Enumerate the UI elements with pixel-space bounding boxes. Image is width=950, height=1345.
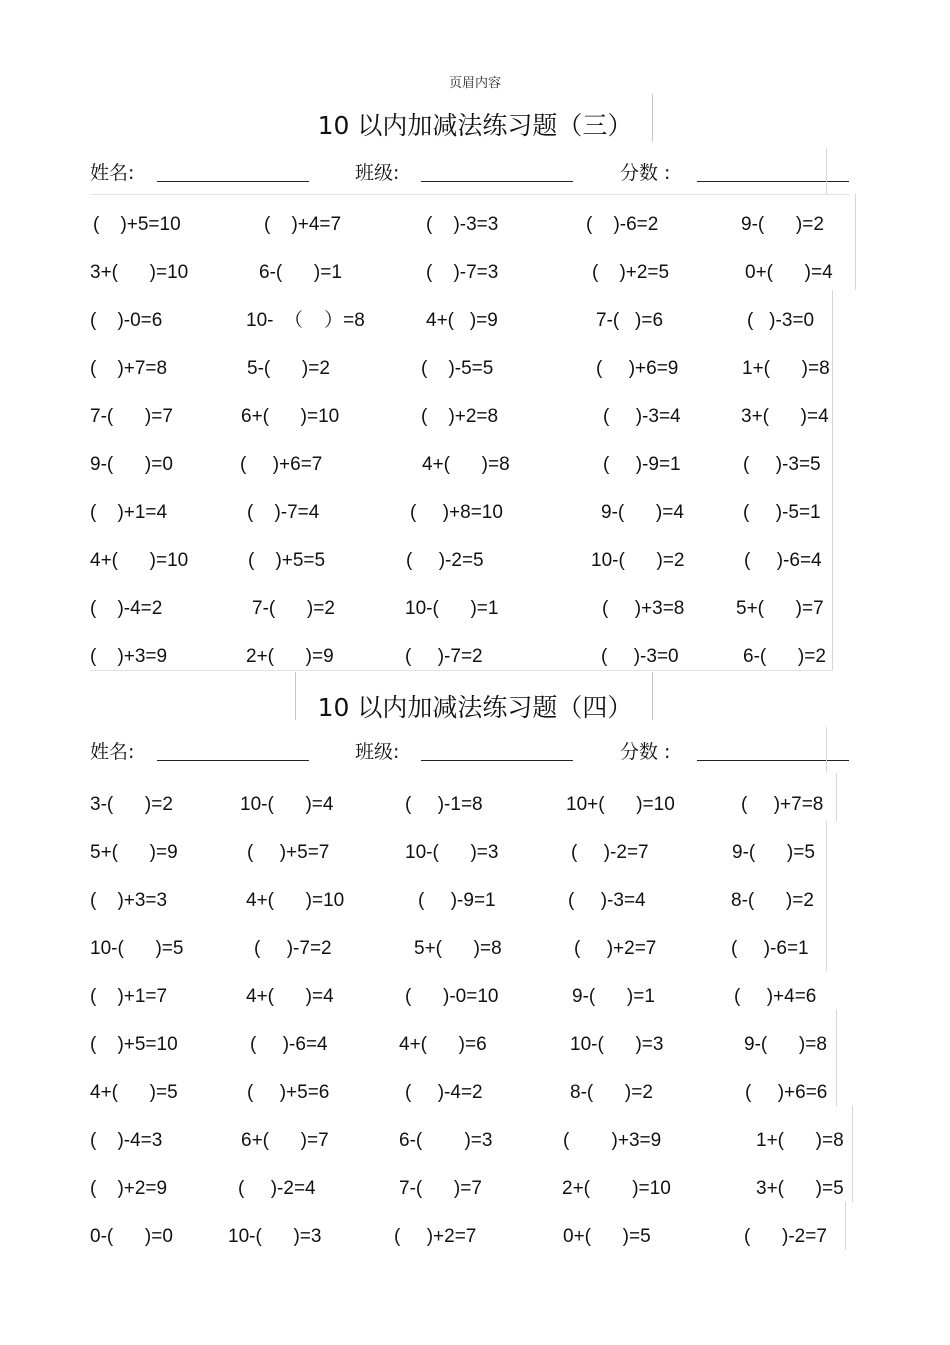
math-problem[interactable]: 4+( )=4 — [246, 986, 334, 1007]
problem-row — [0, 354, 950, 384]
math-problem[interactable]: ( )-9=1 — [603, 454, 681, 475]
math-problem[interactable]: ( )+7=8 — [90, 358, 168, 379]
problem-row — [0, 1222, 950, 1252]
math-problem[interactable]: 10-( )=5 — [90, 938, 184, 959]
problem-row — [0, 886, 950, 916]
math-problem[interactable]: ( )-6=4 — [744, 550, 822, 571]
class-label: 班级: — [355, 741, 400, 763]
math-problem[interactable]: 9-( )=8 — [744, 1034, 827, 1055]
math-problem[interactable]: ( )-5=5 — [421, 358, 494, 379]
math-problem[interactable]: ( )-2=7 — [744, 1226, 827, 1247]
math-problem[interactable]: ( )+2=8 — [421, 406, 499, 427]
math-problem[interactable]: ( )+3=9 — [563, 1130, 662, 1151]
math-problem[interactable]: ( )+5=5 — [248, 550, 326, 571]
math-problem[interactable]: 3+( )=10 — [90, 262, 189, 283]
name-label: 姓名: — [90, 162, 135, 184]
problem-row — [0, 402, 950, 432]
math-problem[interactable]: ( )+7=8 — [741, 794, 824, 815]
math-problem[interactable]: 6+( )=10 — [241, 406, 340, 427]
problem-row — [0, 546, 950, 576]
math-problem[interactable]: 4+( )=10 — [246, 890, 345, 911]
math-problem[interactable]: ( )+3=9 — [90, 646, 168, 667]
problem-row — [0, 1078, 950, 1108]
worksheet-title: 10 以内加减法练习题（三） — [317, 111, 633, 140]
math-problem[interactable]: ( )-3=0 — [601, 646, 679, 667]
math-problem[interactable]: 4+( )=10 — [90, 550, 189, 571]
math-problem[interactable]: ( )+6=7 — [240, 454, 323, 475]
math-problem[interactable]: 1+( )=8 — [742, 358, 830, 379]
math-problem[interactable]: ( )-0=6 — [90, 310, 163, 331]
math-problem[interactable]: 9-( )=2 — [741, 214, 824, 235]
math-problem[interactable]: 4+( )=6 — [399, 1034, 487, 1055]
math-problem[interactable]: 10-( )=3 — [228, 1226, 322, 1247]
math-problem[interactable]: ( )-2=7 — [571, 842, 649, 863]
math-problem[interactable]: ( )-7=2 — [254, 938, 332, 959]
class-label: 班级: — [355, 162, 400, 184]
problem-row — [0, 258, 950, 288]
name-label: 姓名: — [90, 741, 135, 763]
problem-row — [0, 210, 950, 240]
math-problem[interactable]: ( )-1=8 — [405, 794, 483, 815]
math-problem[interactable]: ( )+2=7 — [574, 938, 657, 959]
math-problem[interactable]: 7-( )=7 — [90, 406, 173, 427]
math-problem[interactable]: 5-( )=2 — [247, 358, 330, 379]
math-problem[interactable]: ( )+8=10 — [410, 502, 503, 523]
math-problem[interactable]: ( )-2=4 — [238, 1178, 316, 1199]
name-field[interactable] — [157, 760, 309, 761]
math-problem[interactable]: ( )+1=7 — [90, 986, 168, 1007]
math-problem[interactable]: ( )+5=10 — [90, 1034, 178, 1055]
math-problem[interactable]: ( )-7=3 — [426, 262, 499, 283]
problem-row — [0, 790, 950, 820]
worksheet-title: 10 以内加减法练习题（四） — [317, 693, 633, 722]
math-problem[interactable]: ( )-5=1 — [743, 502, 821, 523]
math-problem[interactable]: ( )+3=3 — [90, 890, 168, 911]
math-problem[interactable]: ( )-6=2 — [586, 214, 659, 235]
math-problem[interactable]: 2+( )=9 — [246, 646, 334, 667]
math-problem[interactable]: 4+( )=5 — [90, 1082, 178, 1103]
math-problem[interactable]: ( )+4=7 — [264, 214, 342, 235]
math-problem[interactable]: ( )-0=10 — [405, 986, 499, 1007]
math-problem[interactable]: 10-( )=2 — [591, 550, 685, 571]
math-problem[interactable]: 10+( )=10 — [566, 794, 675, 815]
math-problem[interactable]: 3-( )=2 — [90, 794, 173, 815]
problem-row — [0, 838, 950, 868]
math-problem[interactable]: ( )+1=4 — [90, 502, 168, 523]
math-problem[interactable]: 1+( )=8 — [756, 1130, 844, 1151]
math-problem[interactable]: ( )-9=1 — [418, 890, 496, 911]
math-problem[interactable]: 9-( )=0 — [90, 454, 173, 475]
math-problem[interactable]: 5+( )=7 — [736, 598, 824, 619]
math-problem[interactable]: ( )+5=10 — [93, 214, 181, 235]
problem-row — [0, 982, 950, 1012]
math-problem[interactable]: 8-( )=2 — [570, 1082, 653, 1103]
math-problem[interactable]: 5+( )=9 — [90, 842, 178, 863]
problem-row — [0, 498, 950, 528]
math-problem[interactable]: ( )+5=6 — [247, 1082, 330, 1103]
title-divider — [295, 672, 296, 720]
math-problem[interactable]: 10- （ ）=8 — [246, 310, 365, 331]
math-problem[interactable]: 8-( )=2 — [731, 890, 814, 911]
math-problem[interactable]: 4+( )=8 — [422, 454, 510, 475]
divider — [826, 727, 827, 773]
math-problem[interactable]: 10-( )=1 — [405, 598, 499, 619]
math-problem[interactable]: 0-( )=0 — [90, 1226, 173, 1247]
title-divider — [652, 94, 653, 142]
math-problem[interactable]: ( )+2=5 — [592, 262, 670, 283]
math-problem[interactable]: ( )-3=0 — [747, 310, 815, 331]
problem-row — [0, 1126, 950, 1156]
title-divider — [652, 672, 653, 720]
math-problem[interactable]: 4+( )=9 — [426, 310, 498, 331]
math-problem[interactable]: ( )-3=4 — [568, 890, 646, 911]
math-problem[interactable]: ( )-3=5 — [743, 454, 821, 475]
math-problem[interactable]: 9-( )=5 — [732, 842, 815, 863]
divider — [90, 194, 850, 195]
math-problem[interactable]: ( )-3=3 — [426, 214, 499, 235]
math-problem[interactable]: 0+( )=4 — [745, 262, 833, 283]
math-problem[interactable]: 7-( )=7 — [399, 1178, 482, 1199]
math-problem[interactable]: ( )-6=4 — [250, 1034, 328, 1055]
math-problem[interactable]: ( )+3=8 — [602, 598, 685, 619]
math-problem[interactable]: 6-( )=3 — [399, 1130, 493, 1151]
divider — [826, 148, 827, 194]
problem-row — [0, 934, 950, 964]
problem-row — [0, 1174, 950, 1204]
class-field[interactable] — [421, 181, 573, 182]
math-problem[interactable]: ( )-2=5 — [406, 550, 484, 571]
math-problem[interactable]: ( )+6=9 — [596, 358, 679, 379]
math-problem[interactable]: 7-( )=6 — [596, 310, 664, 331]
math-problem[interactable]: 10-( )=4 — [240, 794, 334, 815]
math-problem[interactable]: ( )+2=7 — [394, 1226, 477, 1247]
score-label: 分数 : — [620, 162, 671, 184]
math-problem[interactable]: ( )+5=7 — [247, 842, 330, 863]
math-problem[interactable]: ( )+6=6 — [745, 1082, 828, 1103]
math-problem[interactable]: ( )-4=2 — [90, 598, 163, 619]
math-problem[interactable]: ( )+4=6 — [734, 986, 817, 1007]
math-problem[interactable]: 6+( )=7 — [241, 1130, 329, 1151]
problem-row — [0, 594, 950, 624]
math-problem[interactable]: 9-( )=1 — [572, 986, 655, 1007]
math-problem[interactable]: 2+( )=10 — [562, 1178, 671, 1199]
math-problem[interactable]: 6-( )=2 — [743, 646, 826, 667]
problem-row — [0, 1030, 950, 1060]
name-field[interactable] — [157, 181, 309, 182]
math-problem[interactable]: ( )-4=3 — [90, 1130, 163, 1151]
math-problem[interactable]: 7-( )=2 — [252, 598, 335, 619]
math-problem[interactable]: ( )+2=9 — [90, 1178, 168, 1199]
math-problem[interactable]: 0+( )=5 — [563, 1226, 651, 1247]
math-problem[interactable]: 10-( )=3 — [405, 842, 499, 863]
math-problem[interactable]: 9-( )=4 — [601, 502, 684, 523]
problem-row — [0, 306, 950, 336]
math-problem[interactable]: ( )-7=2 — [405, 646, 483, 667]
problem-row — [0, 642, 950, 672]
math-problem[interactable]: ( )-4=2 — [405, 1082, 483, 1103]
math-problem[interactable]: ( )-7=4 — [247, 502, 320, 523]
page-header: 页眉内容 — [448, 76, 501, 91]
math-problem[interactable]: ( )-6=1 — [731, 938, 809, 959]
math-problem[interactable]: 10-( )=3 — [570, 1034, 664, 1055]
math-problem[interactable]: ( )-3=4 — [603, 406, 681, 427]
class-field[interactable] — [421, 760, 573, 761]
math-problem[interactable]: 6-( )=1 — [259, 262, 342, 283]
math-problem[interactable]: 3+( )=5 — [756, 1178, 844, 1199]
problem-row — [0, 450, 950, 480]
score-label: 分数 : — [620, 741, 671, 763]
math-problem[interactable]: 3+( )=4 — [741, 406, 829, 427]
math-problem[interactable]: 5+( )=8 — [414, 938, 502, 959]
